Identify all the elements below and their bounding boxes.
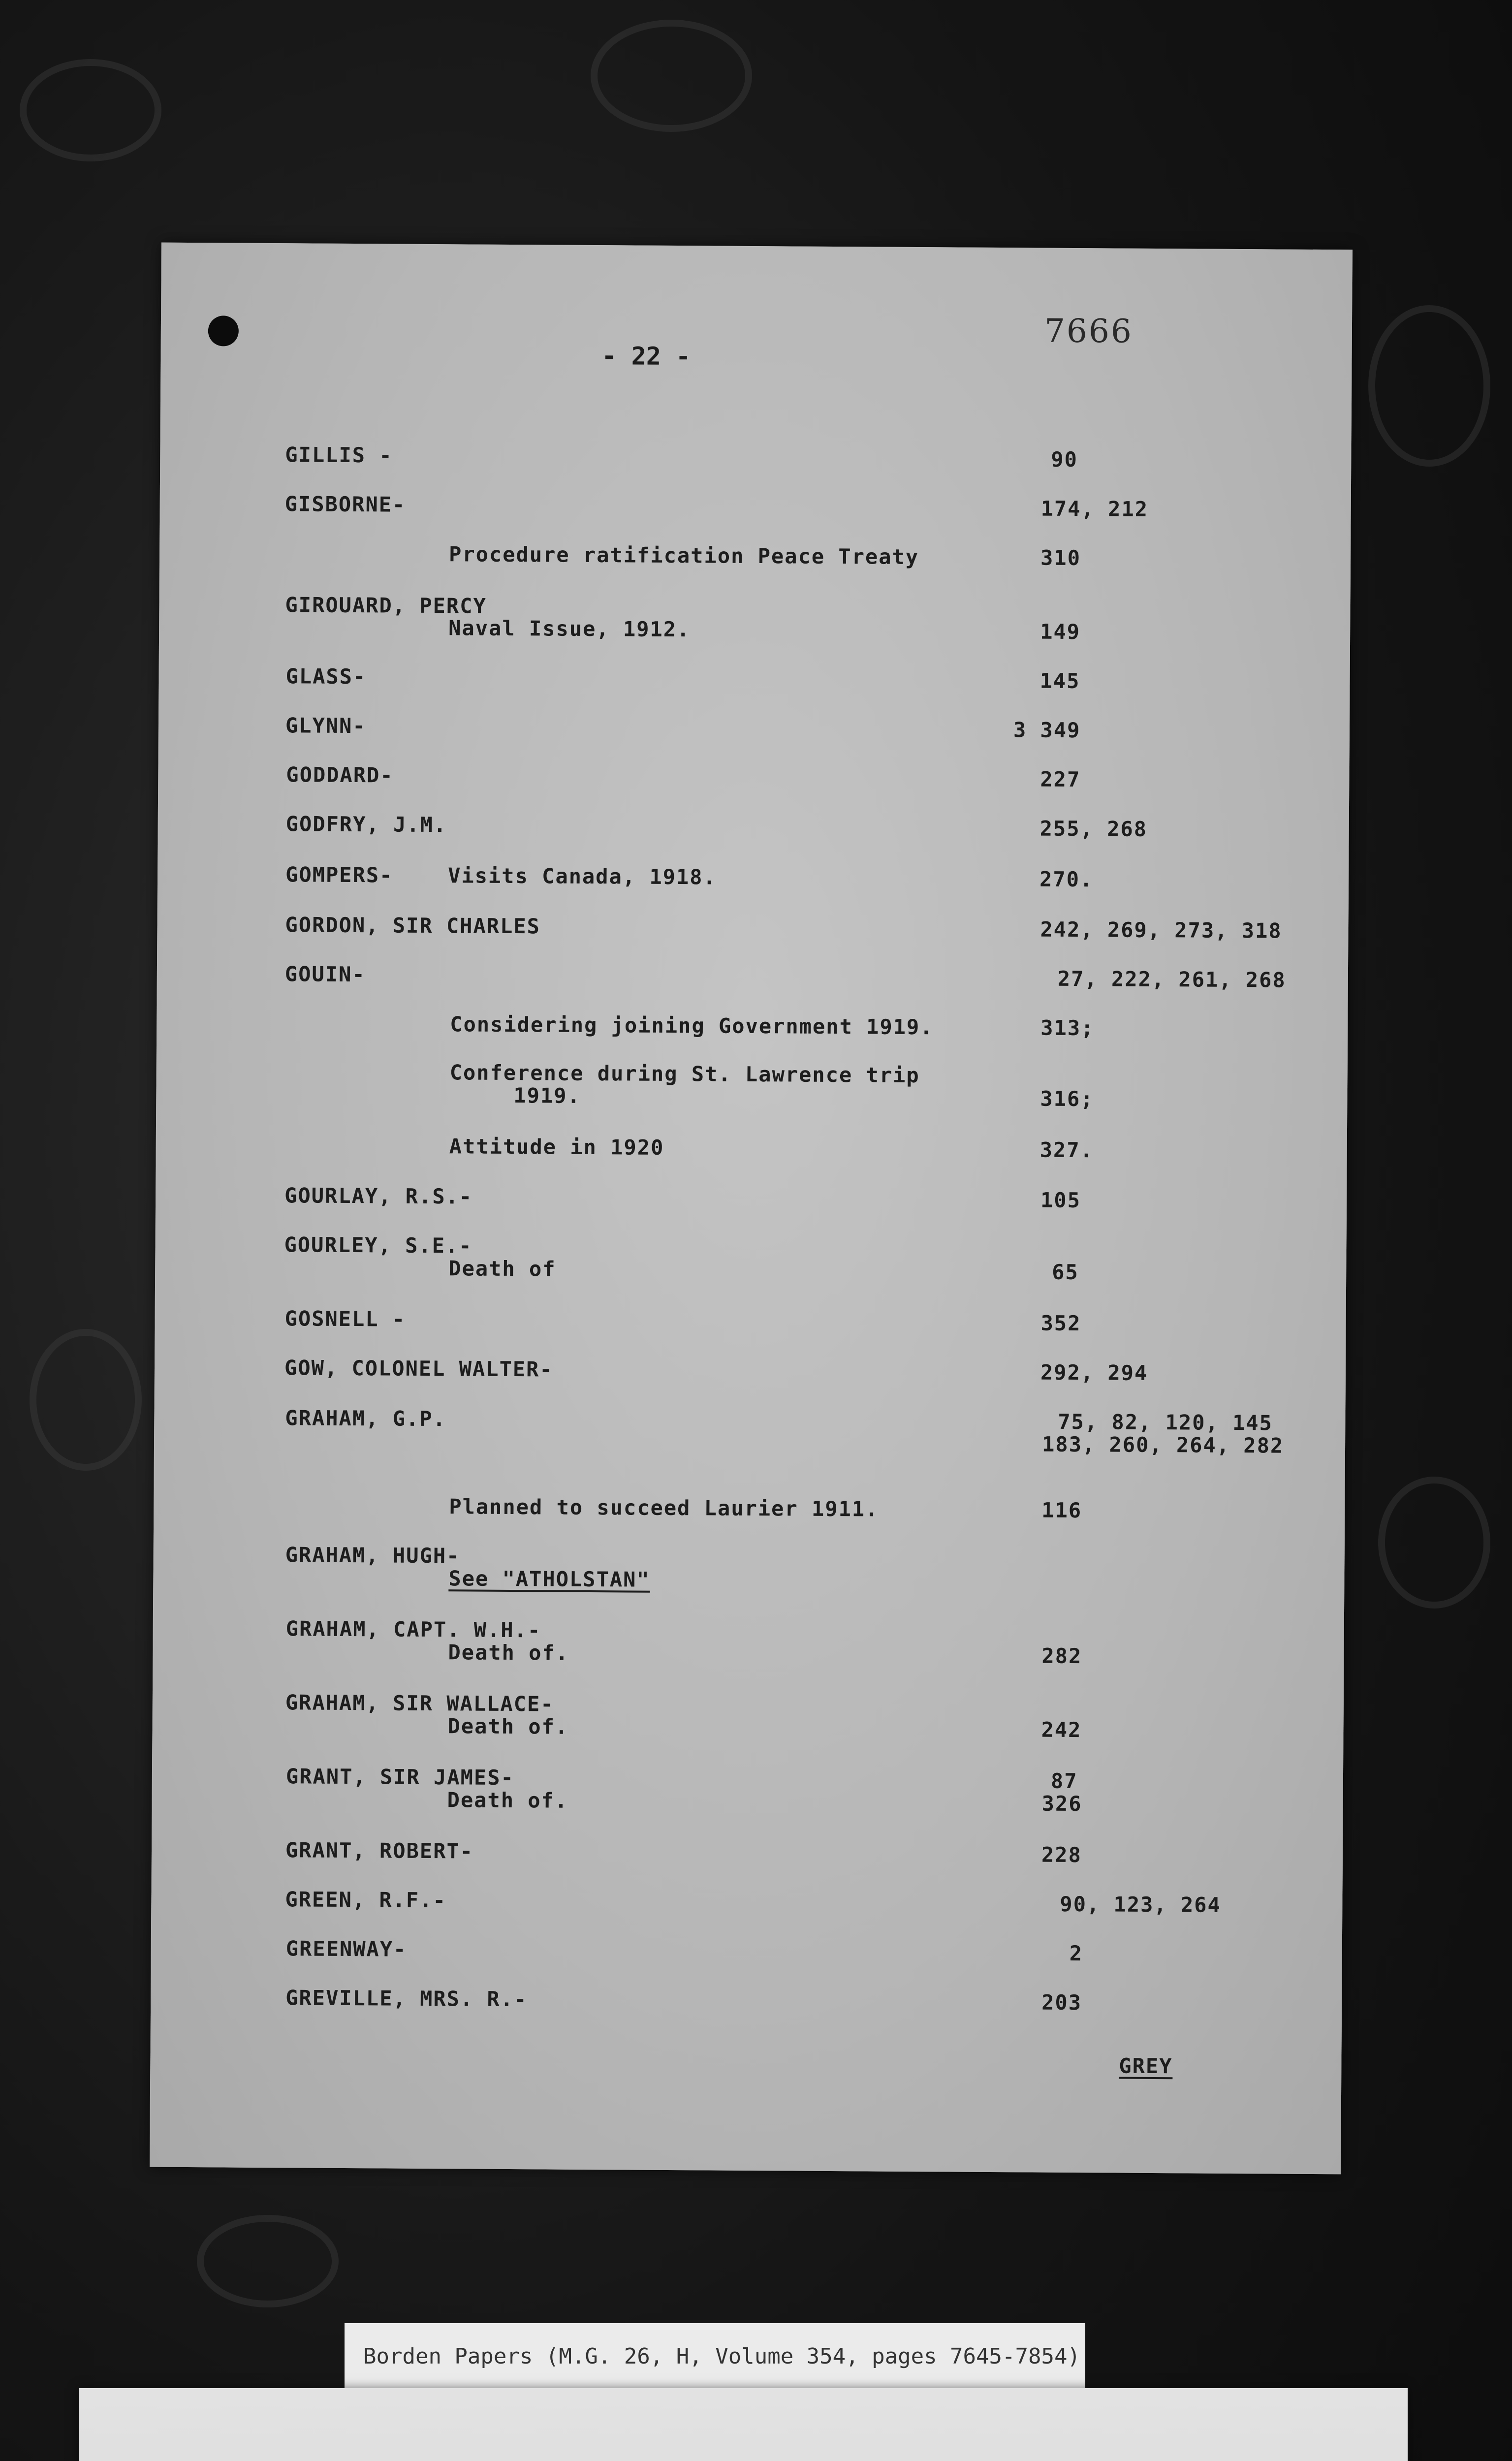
entry-subject: Death of.	[448, 1640, 569, 1665]
entry-name: GRANT, SIR JAMES-	[285, 1764, 514, 1790]
entry-pages: 174, 212	[1040, 496, 1149, 521]
entry-cross-reference: See "ATHOLSTAN"	[448, 1566, 650, 1592]
entry-name: GLASS-	[285, 664, 367, 689]
entry-pages-cont: 326	[1041, 1791, 1082, 1816]
entry-pages: 87	[1050, 1768, 1078, 1794]
entry-subject: Death of.	[447, 1714, 569, 1739]
entry-name: GIROUARD, PERCY	[285, 593, 487, 618]
entry-name: GRAHAM, SIR WALLACE-	[285, 1690, 554, 1716]
entry-subject: Planned to succeed Laurier 1911.	[449, 1494, 879, 1521]
entry-pages: 149	[1040, 619, 1081, 644]
entry-name: GRAHAM, CAPT. W.H.-	[285, 1616, 541, 1642]
entry-name: GODFRY, J.M.	[285, 812, 447, 837]
entry-name: GOMPERS-	[285, 862, 393, 887]
entry-pages: 313;	[1040, 1015, 1095, 1041]
entry-name: GLYNN-	[285, 713, 366, 738]
entry-pages: 2	[1069, 1941, 1083, 1966]
entry-pages: 242, 269, 273, 318	[1040, 917, 1282, 943]
background-texture	[591, 20, 752, 132]
entry-pages: 3 349	[1013, 718, 1081, 743]
entry-name: GREEN, R.F.-	[285, 1887, 446, 1913]
entry-name: GREENWAY-	[285, 1936, 407, 1961]
background-texture	[1378, 1477, 1490, 1609]
entry-name: GRANT, ROBERT-	[285, 1838, 474, 1863]
entry-name: GOURLEY, S.E.-	[284, 1232, 472, 1258]
entry-pages: 255, 268	[1040, 816, 1148, 841]
entry-pages: 282	[1041, 1643, 1082, 1669]
entry-pages: 116	[1041, 1498, 1082, 1523]
catchword: GREY	[1119, 2053, 1173, 2079]
background-texture	[1368, 305, 1490, 467]
entry-subject: Death of	[448, 1256, 556, 1281]
entry-subject: Conference during St. Lawrence trip	[449, 1060, 920, 1088]
entry-pages: 352	[1040, 1311, 1081, 1336]
entry-pages: 316;	[1040, 1086, 1094, 1111]
entry-name: GRAHAM, HUGH-	[285, 1543, 460, 1568]
entry-subject: Visits Canada, 1918.	[447, 863, 717, 889]
entry-name: GORDON, SIR CHARLES	[285, 913, 541, 939]
entry-subject-cont: 1919.	[513, 1083, 581, 1108]
entry-pages: 65	[1052, 1260, 1079, 1285]
background-texture	[30, 1329, 142, 1471]
punch-hole	[208, 316, 239, 346]
entry-name: GRAHAM, G.P.	[285, 1406, 446, 1431]
collection-label: Borden Papers (M.G. 26, H, Volume 354, pages 7645-7854)	[345, 2323, 1085, 2390]
stamp-number: 7666	[1044, 312, 1134, 350]
entry-pages: 270.	[1039, 867, 1094, 892]
entry-pages: 203	[1041, 1990, 1082, 2015]
background-texture	[20, 59, 161, 161]
page-number: - 22 -	[601, 342, 691, 371]
entry-name: GOUIN-	[284, 962, 366, 987]
entry-pages: 292, 294	[1040, 1360, 1148, 1385]
entry-pages: 90	[1051, 447, 1078, 472]
entry-pages: 228	[1041, 1842, 1082, 1867]
entry-subject: Attitude in 1920	[449, 1134, 664, 1160]
entry-pages: 242	[1041, 1717, 1082, 1742]
entry-pages-cont: 183, 260, 264, 282	[1041, 1432, 1284, 1458]
entry-name: GREVILLE, MRS. R.-	[285, 1986, 528, 2012]
entry-subject: Naval Issue, 1912.	[448, 616, 691, 642]
entry-subject: Procedure ratification Peace Treaty	[448, 542, 919, 569]
entry-name: GISBORNE-	[284, 492, 406, 517]
entry-subject: Considering joining Government 1919.	[450, 1012, 934, 1040]
entry-name: GOW, COLONEL WALTER-	[284, 1356, 553, 1382]
entry-pages: 145	[1040, 668, 1080, 694]
entry-name: GODDARD-	[286, 762, 394, 788]
entry-name: GILLIS -	[285, 442, 393, 468]
entry-pages: 310	[1040, 545, 1081, 570]
entry-pages: 90, 123, 264	[1060, 1892, 1221, 1917]
background-texture	[197, 2215, 339, 2307]
entry-pages: 327.	[1040, 1137, 1094, 1163]
entry-pages: 227	[1040, 767, 1081, 792]
entry-pages: 27, 222, 261, 268	[1057, 966, 1286, 992]
entry-pages: 105	[1040, 1188, 1081, 1213]
entry-subject: Death of.	[447, 1788, 568, 1813]
entry-pages: 75, 82, 120, 145	[1058, 1409, 1273, 1435]
entry-name: GOSNELL -	[284, 1306, 406, 1331]
entry-name: GOURLAY, R.S.-	[284, 1183, 473, 1209]
document-page	[150, 243, 1353, 2175]
archives-card	[79, 2388, 1408, 2461]
